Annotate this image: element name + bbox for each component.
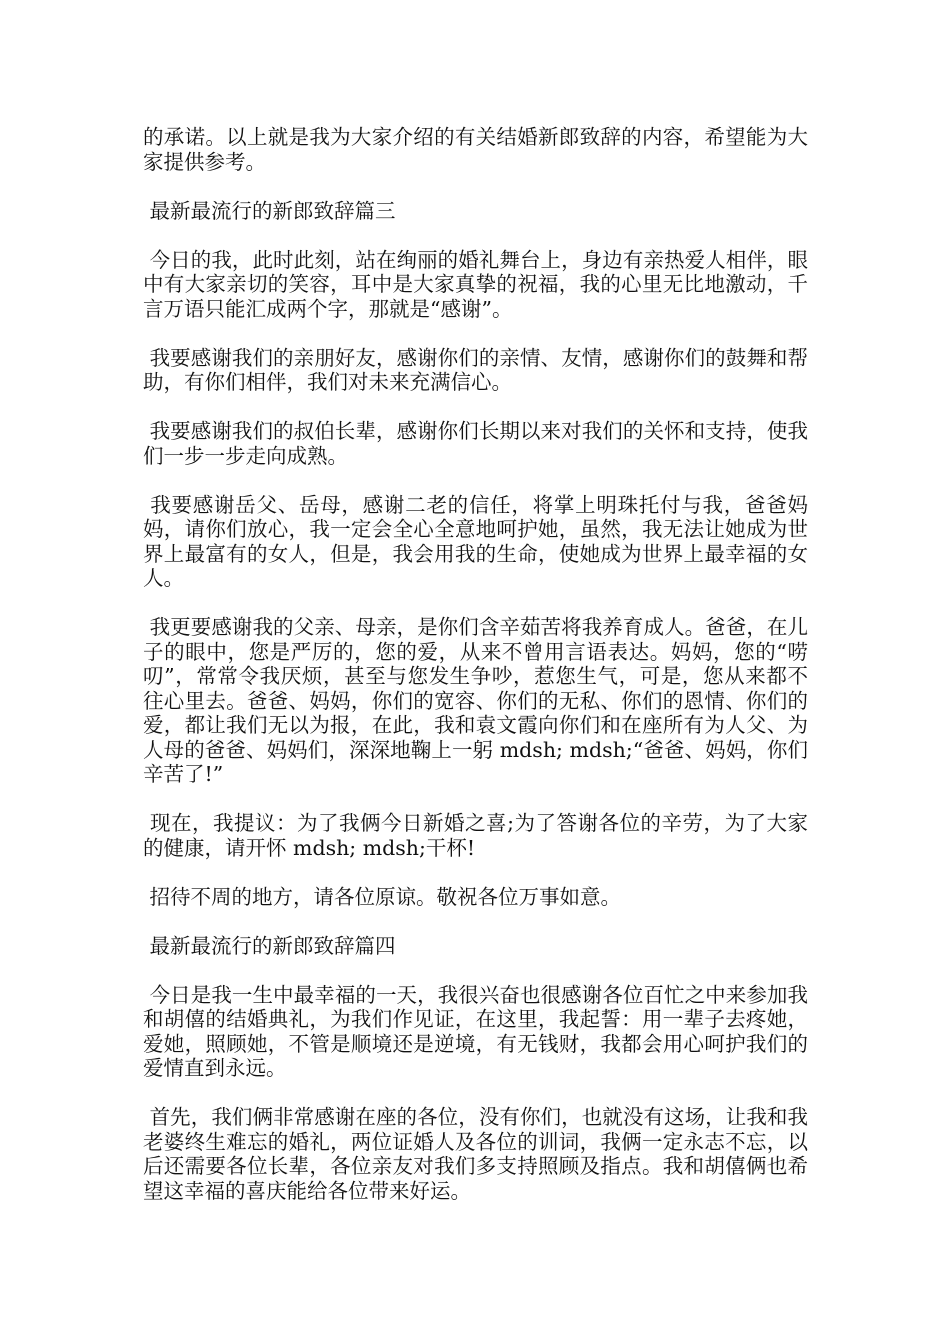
paragraph-toast: 现在，我提议：为了我俩今日新婚之喜;为了答谢各位的辛劳，为了大家的健康，请开怀 mdsh; mdsh;干杯! <box>143 811 808 860</box>
paragraph-today: 今日的我，此时此刻，站在绚丽的婚礼舞台上，身边有亲热爱人相伴，眼中有大家亲切的笑容，耳中是大家真挚的祝福，我的心里无比地激动，千言万语只能汇成两个字，那就是“感谢”。 <box>143 247 808 321</box>
paragraph-thank-in-laws: 我要感谢岳父、岳母，感谢二老的信任，将掌上明珠托付与我，爸爸妈妈，请你们放心，我一定会全心全意地呵护她，虽然，我无法让她成为世界上最富有的女人，但是，我会用我的生命，使她成为世界上最幸福的女人。 <box>143 492 808 590</box>
document-page <box>143 125 808 1228</box>
section-heading-three: 最新最流行的新郎致辞篇三 <box>143 198 396 223</box>
paragraph-apology: 招待不周的地方，请各位原谅。敬祝各位万事如意。 <box>143 884 622 909</box>
section-heading-four: 最新最流行的新郎致辞篇四 <box>143 933 396 958</box>
paragraph-thank-friends: 我要感谢我们的亲朋好友，感谢你们的亲情、友情，感谢你们的鼓舞和帮助，有你们相伴，我们对未来充满信心。 <box>143 345 808 394</box>
paragraph-closing-previous: 的承诺。以上就是我为大家介绍的有关结婚新郎致辞的内容，希望能为大家提供参考。 <box>143 125 808 174</box>
paragraph-thank-guests: 首先，我们俩非常感谢在座的各位，没有你们，也就没有这场，让我和我老婆终生难忘的婚礼，两位证婚人及各位的训词，我俩一定永志不忘，以后还需要各位长辈，各位亲友对我们多支持照顾及指点。我和胡僖俩也希望这幸福的喜庆能给各位带来好运。 <box>143 1105 808 1203</box>
paragraph-thank-elders: 我要感谢我们的叔伯长辈，感谢你们长期以来对我们的关怀和支持，使我们一步一步走向成熟。 <box>143 419 808 468</box>
paragraph-happiest-day: 今日是我一生中最幸福的一天，我很兴奋也很感谢各位百忙之中来参加我和胡僖的结婚典礼，为我们作见证，在这里，我起誓：用一辈子去疼她，爱她，照顾她，不管是顺境还是逆境，有无钱财，我都会用心呵护我们的爱情直到永远。 <box>143 982 808 1080</box>
paragraph-thank-parents: 我更要感谢我的父亲、母亲，是你们含辛茹苦将我养育成人。爸爸，在儿子的眼中，您是严厉的，您的爱，从来不曾用言语表达。妈妈，您的“唠叨”，常常令我厌烦，甚至与您发生争吵，惹您生气，可是，您从来都不往心里去。爸爸、妈妈，你们的宽容、你们的无私、你们的恩情、你们的爱，都让我们无以为报，在此，我和袁文霞向你们和在座所有为人父、为人母的爸爸、妈妈们，深深地鞠上一躬 mdsh; mdsh;“爸爸、妈妈，你们辛苦了!” <box>143 615 808 786</box>
